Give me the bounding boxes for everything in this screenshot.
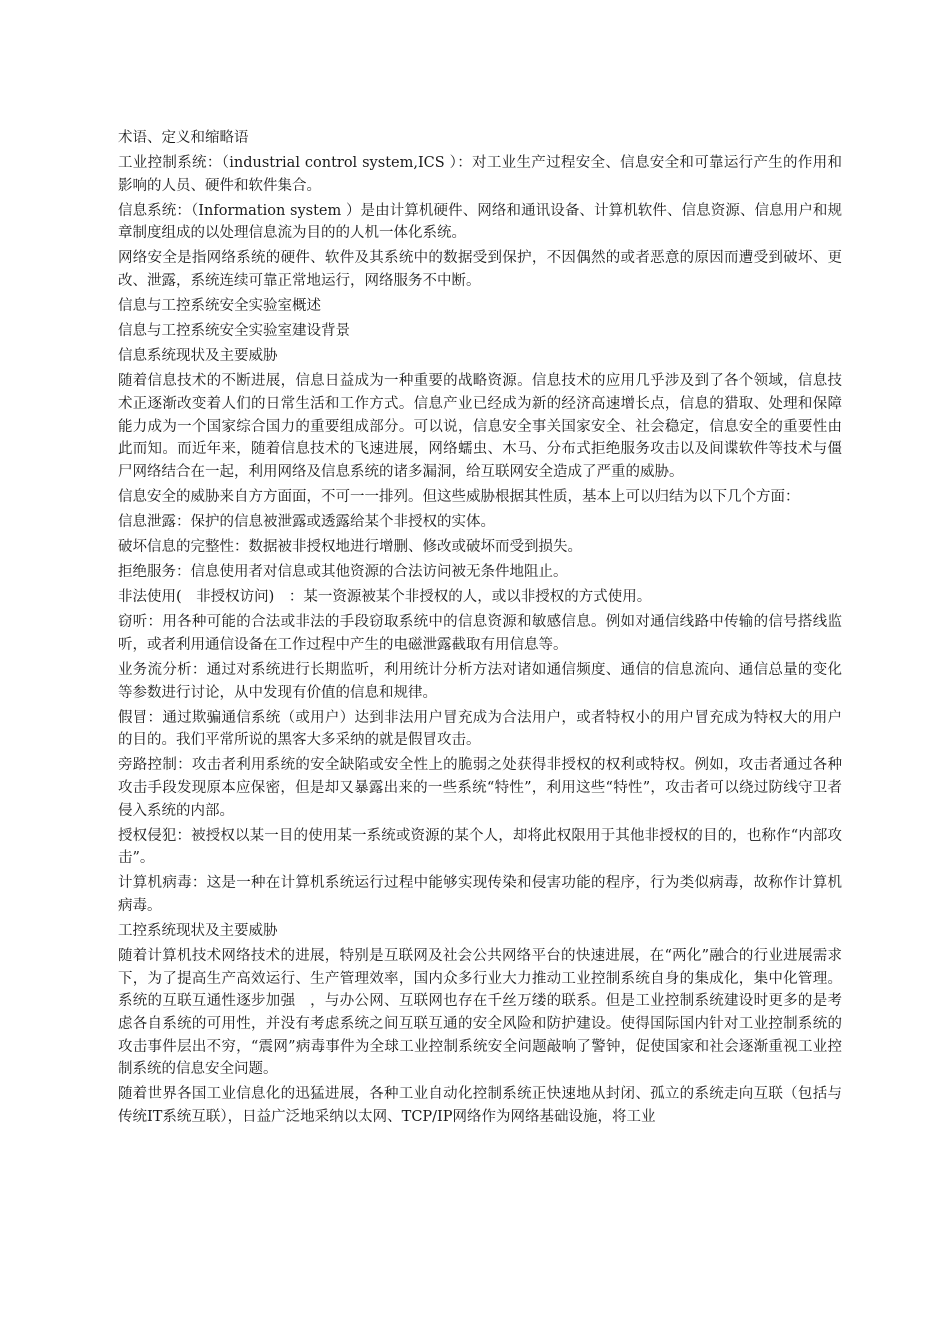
body-paragraph: 随着信息技术的不断进展，信息日益成为一种重要的战略资源。信息技术的应用几乎涉及到了各个领域，信息技术正逐渐改变着人们的日常生活和工作方式。信息产业已经成为新的经济高速增长点，信息的猎取、处理和保障能力成为一个国家综合国力的重要组成部分。可以说，信息安全事关国家安全、社会稳定，信息安全的重要性由此而知。而近年来，随着信息技术的飞速进展，网络蠕虫、木马、分布式拒绝服务攻击以及间谍软件等技术与僵尸网络结合在一起，利用网络及信息系统的诸多漏洞，给互联网安全造成了严重的威胁。 <box>118 373 842 480</box>
threat-item: 破坏信息的完整性：数据被非授权地进行增删、修改或破坏而受到损失。 <box>118 539 582 556</box>
heading-info-system-status: 信息系统现状及主要威胁 <box>118 348 278 365</box>
threat-item: 拒绝服务：信息使用者对信息或其他资源的合法访问被无条件地阻止。 <box>118 564 568 581</box>
heading-ics-status: 工控系统现状及主要威胁 <box>118 923 278 940</box>
heading-terms: 术语、定义和缩略语 <box>118 130 249 146</box>
heading-lab-background: 信息与工控系统安全实验室建设背景 <box>118 323 350 340</box>
body-paragraph: 随着计算机技术网络技术的进展，特别是互联网及社会公共网络平台的快速进展，在“两化”融合的行业进展需求下，为了提高生产高效运行、生产管理效率，国内众多行业大力推动工业控制系统自身的集成化，集中化管理。系统的互联互通性逐步加强 ，与办公网、互联网也存在千丝万缕的联系。但是工业控制系统建设时更多的是考虑各自系统的可用性，并没有考虑系统之间互联互通的安全风险和防护建设。使得国际国内针对工业控制系统的攻击事件层出不穷，“震网”病毒事件为全球工业控制系统安全问题敲响了警钟，促使国家和社会逐渐重视工业控制系统的信息安全问题。 <box>118 948 842 1078</box>
threat-item: 假冒：通过欺骗通信系统（或用户）达到非法用户冒充成为合法用户，或者特权小的用户冒充成为特权大的用户的目的。我们平常所说的黑客大多采纳的就是假冒攻击。 <box>118 709 842 749</box>
threat-item: 信息泄露：保护的信息被泄露或透露给某个非授权的实体。 <box>118 514 495 530</box>
document-page <box>118 127 842 1131</box>
heading-lab-overview: 信息与工控系统安全实验室概述 <box>118 298 321 315</box>
definition-network-security: 网络安全是指网络系统的硬件、软件及其系统中的数据受到保护，不因偶然的或者恶意的原因而遭受到破坏、更改、泄露，系统连续可靠正常地运行，网络服务不中断。 <box>118 250 842 290</box>
body-paragraph: 信息安全的威胁来自方方面面，不可一一排列。但这些威胁根据其性质，基本上可以归结为以下几个方面： <box>118 488 800 505</box>
body-paragraph: 随着世界各国工业信息化的迅猛进展，各种工业自动化控制系统正快速地从封闭、孤立的系统走向互联（包括与传统IT系统互联），日益广泛地采纳以太网、TCP/IP网络作为网络基础设施，将工业 <box>118 1086 842 1125</box>
definition-information-system: 信息系统：（Information system ）是由计算机硬件、网络和通讯设备、计算机软件、信息资源、信息用户和规章制度组成的以处理信息流为目的的人机一体化系统。 <box>118 202 842 242</box>
threat-item: 计算机病毒：这是一种在计算机系统运行过程中能够实现传染和侵害功能的程序，行为类似病毒，故称作计算机病毒。 <box>118 875 842 914</box>
threat-item: 业务流分析：通过对系统进行长期监听，利用统计分析方法对诸如通信频度、通信的信息流向、通信总量的变化等参数进行讨论，从中发现有价值的信息和规律。 <box>118 662 842 701</box>
definition-ics: 工业控制系统：（industrial control system,ICS ）：对工业生产过程安全、信息安全和可靠运行产生的作用和影响的人员、硬件和软件集合。 <box>118 155 842 194</box>
threat-item: 窃听：用各种可能的合法或非法的手段窃取系统中的信息资源和敏感信息。例如对通信线路中传输的信号搭线监听，或者利用通信设备在工作过程中产生的电磁泄露截取有用信息等。 <box>118 614 842 653</box>
threat-item: 授权侵犯：被授权以某一目的使用某一系统或资源的某个人，却将此权限用于其他非授权的目的，也称作“内部攻击”。 <box>118 827 842 867</box>
threat-item: 非法使用( 非授权访问) ：某一资源被某个非授权的人，或以非授权的方式使用。 <box>118 589 652 606</box>
threat-item: 旁路控制：攻击者利用系统的安全缺陷或安全性上的脆弱之处获得非授权的权利或特权。例如，攻击者通过各种攻击手段发现原本应保密，但是却又暴露出来的一些系统“特性”，利用这些“特性”，攻击者可以绕过防线守卫者侵入系统的内部。 <box>118 757 842 819</box>
